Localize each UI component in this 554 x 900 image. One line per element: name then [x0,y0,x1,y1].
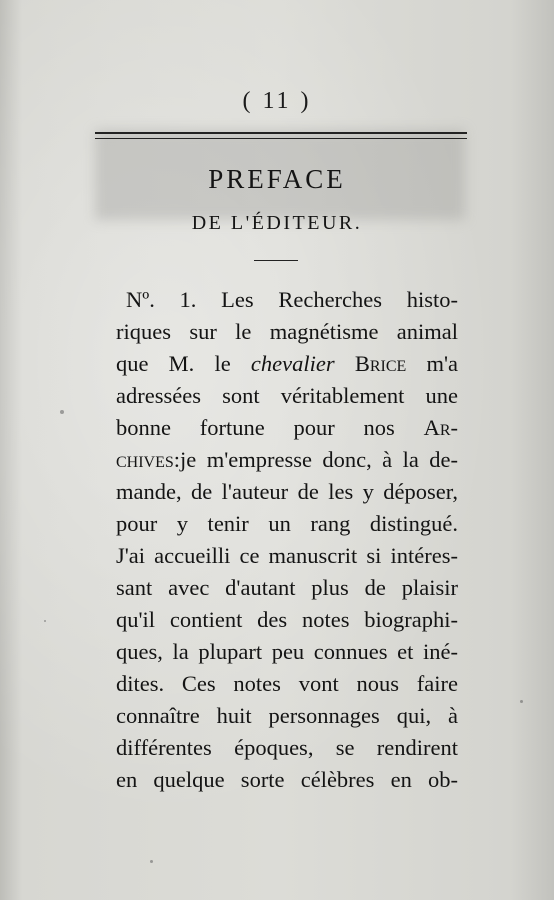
text-line: ques, la plupart peu connues et iné- [116,639,458,664]
page-number: ( 11 ) [242,88,312,114]
paper-speck [520,700,523,703]
text-line: qu'il contient des notes biographi- [116,607,458,632]
page-title: PREFACE [208,164,346,194]
text-line: dites. Ces notes vont nous faire [116,671,458,696]
text-line: mande, de l'auteur de les y déposer, [116,479,458,504]
paper-speck [44,620,46,622]
text-line: Nº. 1. Les Recherches histo- [126,287,458,312]
header-double-rule [95,132,467,139]
text-line: adressées sont véritablement une [116,383,458,408]
paper-speck [60,410,64,414]
text-line: bonne fortune pour nos Ar- [116,415,458,440]
text-line: riques sur le magnétisme animal [116,319,458,344]
page-subtitle: DE L'ÉDITEUR. [191,212,363,234]
text-line: J'ai accueilli ce manuscrit si intéres- [116,543,458,568]
text-line: sant avec d'autant plus de plaisir [116,575,458,600]
text-line: connaître huit personnages qui, à [116,703,458,728]
text-line: chives:je m'empresse donc, à la de- [116,447,458,472]
text-line: en quelque sorte célèbres en ob- [116,767,458,792]
title-rule [254,260,298,261]
paper-speck [150,860,153,863]
body-text [116,284,458,796]
text-line: pour y tenir un rang distingué. [116,511,458,536]
text-line: que M. le chevalier Brice m'a [116,351,459,376]
text-line: différentes époques, se rendirent [116,735,458,760]
